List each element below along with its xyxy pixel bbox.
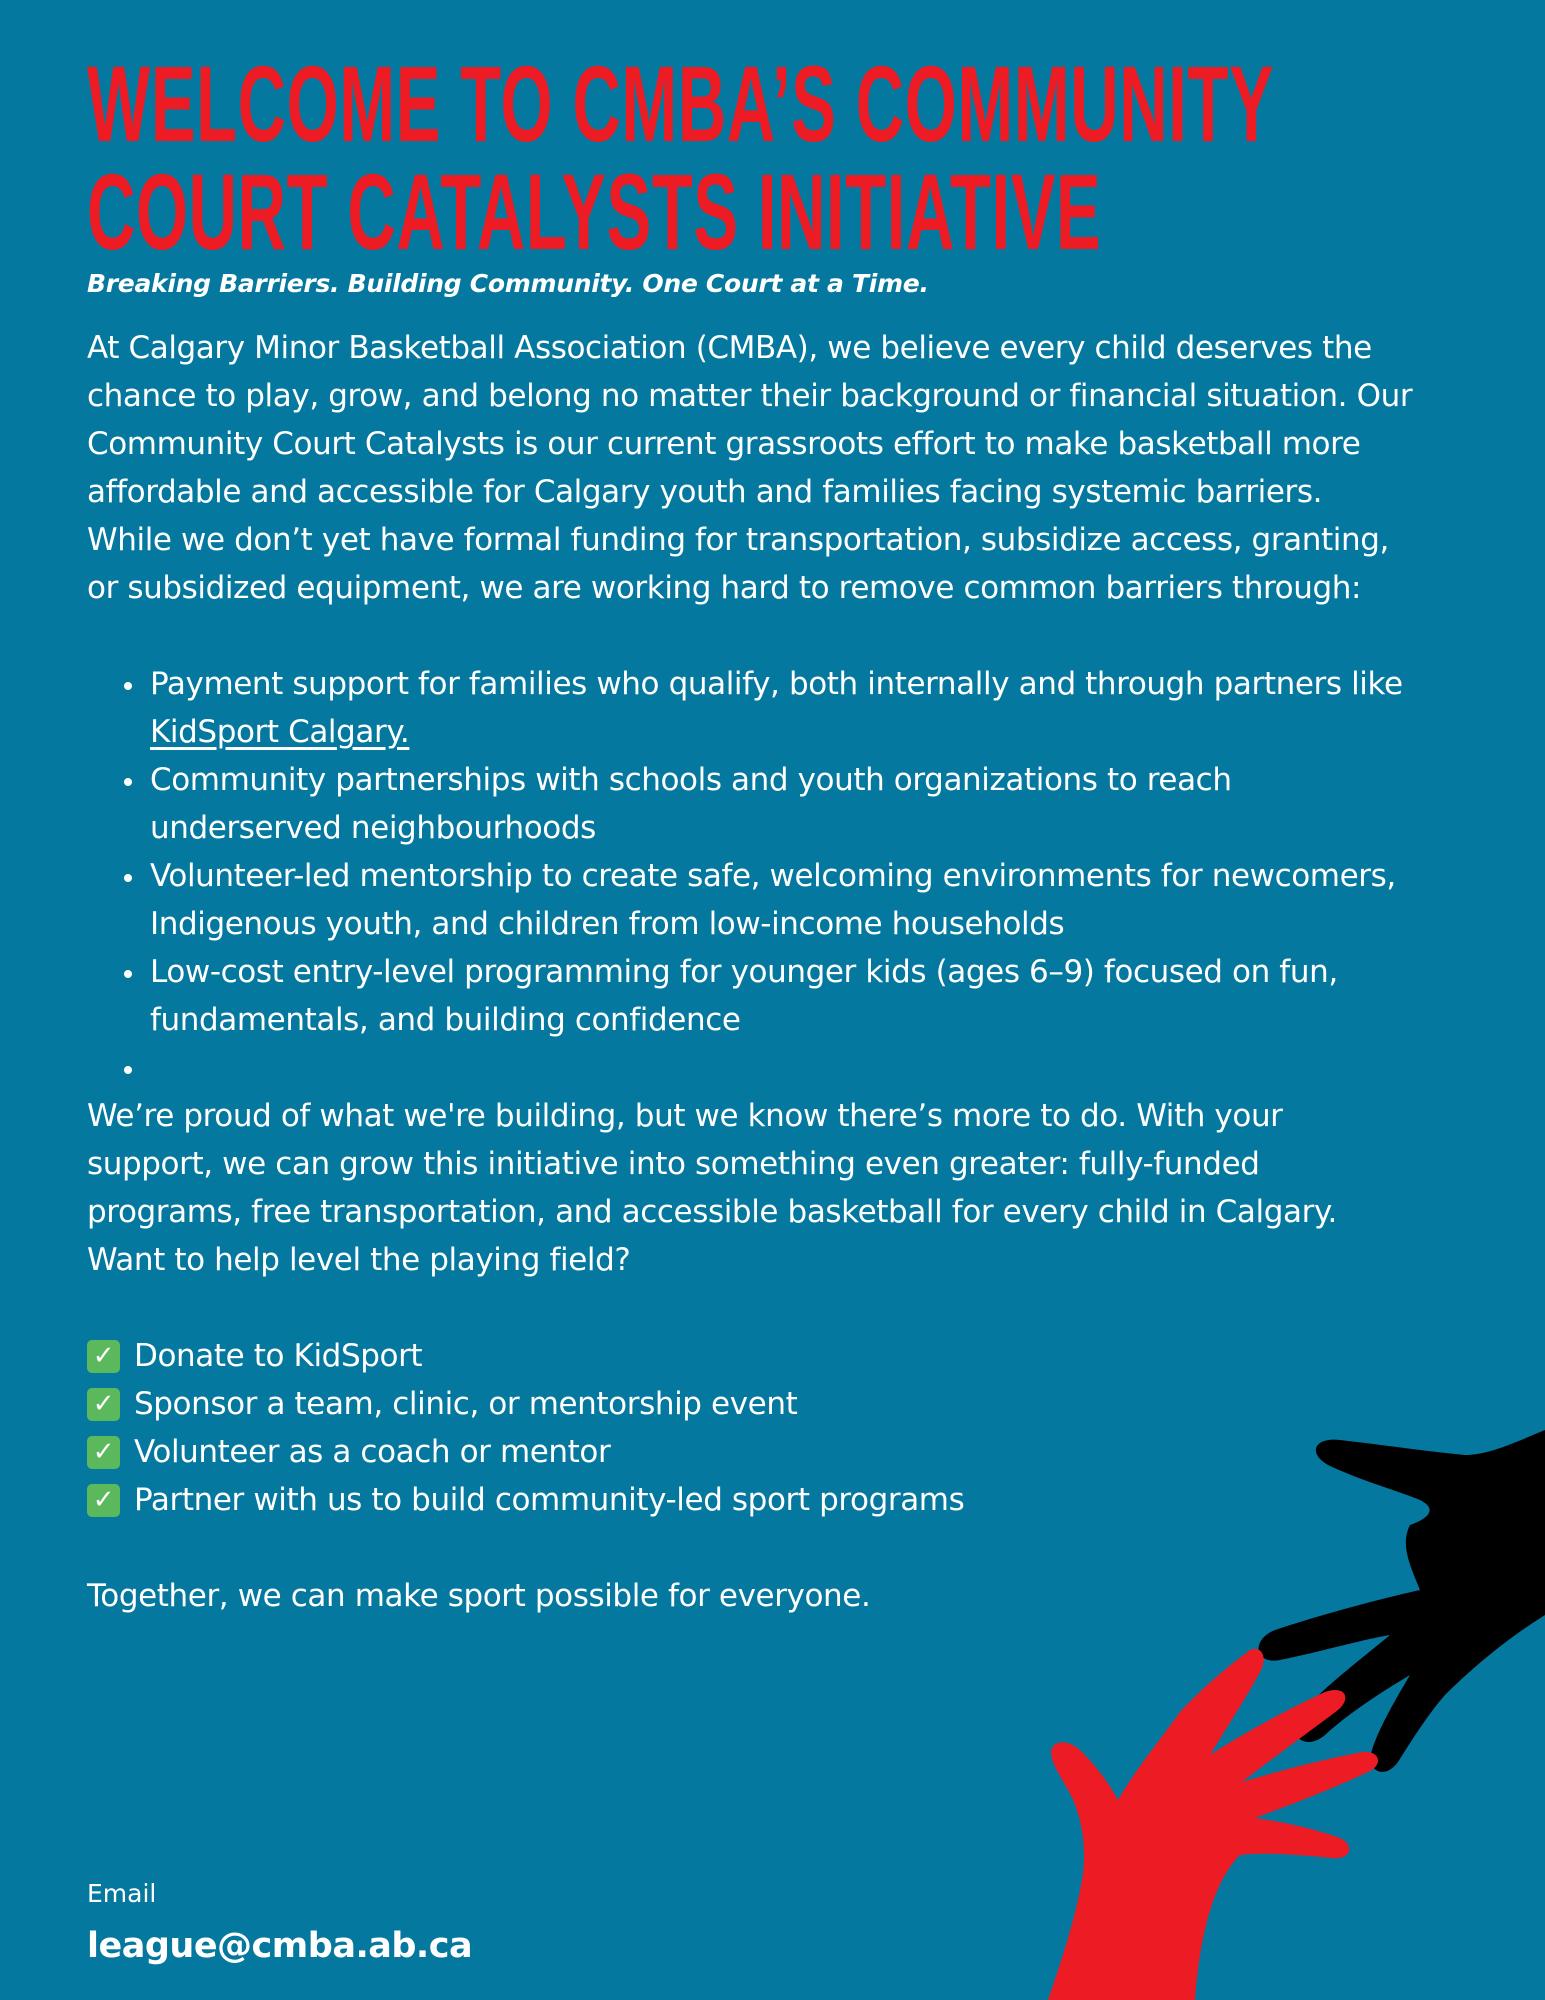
checklist-item [87, 1380, 1417, 1428]
bullet-icon [124, 874, 132, 882]
bullet-icon [124, 970, 132, 978]
list-item [150, 852, 1417, 948]
page-title-line-2: COURT CATALYSTS INITIATIVE [87, 151, 1102, 272]
checklist-item-text: Volunteer as a coach or mentor [134, 1434, 611, 1470]
bullet-icon [124, 1066, 132, 1074]
checklist-item-text: Sponsor a team, clinic, or mentorship event [134, 1386, 798, 1422]
email-label: Email [87, 1879, 157, 1908]
checklist-item [87, 1476, 1417, 1524]
list-item [150, 756, 1417, 852]
checklist-item-text: Partner with us to build community-led sport programs [134, 1482, 965, 1518]
list-item-text: Volunteer-led mentorship to create safe, welcoming environments for newcomers, Indigenous youth, and children from low-income households [150, 858, 1396, 942]
list-item [150, 948, 1417, 1044]
checklist-item-text: Donate to KidSport [134, 1338, 423, 1374]
check-mark-icon: ✓ [87, 1436, 120, 1469]
page-title [87, 43, 1275, 272]
bullet-icon [124, 682, 132, 690]
check-mark-icon: ✓ [87, 1484, 120, 1517]
list-item-empty [150, 1044, 1417, 1092]
together-statement: Together, we can make sport possible for everyone. [87, 1578, 871, 1614]
check-mark-icon: ✓ [87, 1340, 120, 1373]
intro-paragraph: At Calgary Minor Basketball Association (CMBA), we believe every child deserves the chance to play, grow, and belong no matter their background or financial situation. Our Community Court Catalysts is our current grassroots effort to make basketball more affordable and accessible for Calgary youth and families facing systemic barriers. [87, 330, 1413, 510]
tagline: Breaking Barriers. Building Community. One Court at a Time. [87, 269, 929, 298]
bullet-icon [124, 778, 132, 786]
list-item-text: Low-cost entry-level programming for younger kids (ages 6–9) focused on fun, fundamentals, and building confidence [150, 954, 1338, 1038]
checklist-item [87, 1332, 1417, 1380]
page-title-line-1: WELCOME TO CMBA’S COMMUNITY [87, 43, 1275, 164]
check-mark-icon: ✓ [87, 1388, 120, 1421]
list-item-text: Community partnerships with schools and youth organizations to reach underserved neighbourhoods [150, 762, 1232, 846]
kidsport-calgary-link[interactable]: KidSport Calgary. [150, 714, 410, 750]
email-address-link[interactable]: league@cmba.ab.ca [87, 1926, 473, 1966]
closing-paragraph: We’re proud of what we're building, but we know there’s more to do. With your support, we can grow this initiative into something even greater: fully-funded programs, free transportation, and accessible basketball for every child in Calgary. [87, 1098, 1337, 1230]
red-hand-icon [1048, 1649, 1378, 2000]
list-item [150, 660, 1417, 756]
list-item-text: Payment support for families who qualify, both internally and through partners like [150, 666, 1403, 702]
barriers-paragraph: While we don’t yet have formal funding for transportation, subsidize access, granting, or subsidized equipment, we are working hard to remove common barriers through: [87, 522, 1389, 606]
action-checklist [87, 1332, 1417, 1524]
initiatives-list [87, 660, 1417, 1092]
call-to-action-question: Want to help level the playing field? [87, 1242, 631, 1278]
checklist-item [87, 1428, 1417, 1476]
main-content [87, 43, 1417, 1620]
